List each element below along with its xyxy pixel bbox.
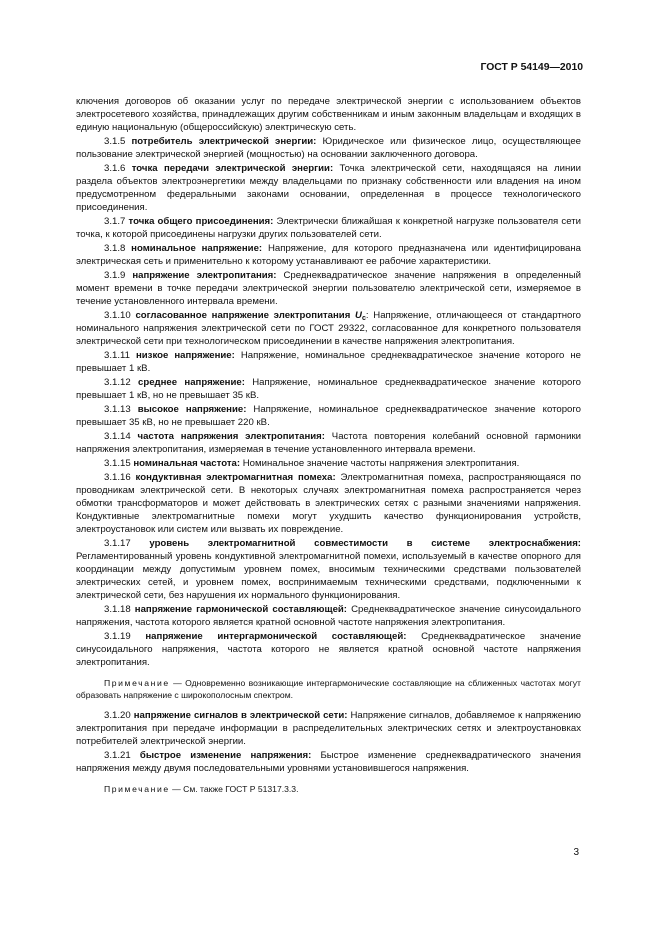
definition-item: 3.1.15 номинальная частота: Номинальное значение частоты напряжения электропитания. (104, 458, 520, 469)
definition-item: 3.1.9 напряжение электропитания: Среднеквадратическое значение напряжения в определенный момент времени в точке передачи электрической энергии пользователю электрической сети, измеряемое в течение установленного интервала времени. (76, 270, 581, 307)
definition-item: 3.1.11 низкое напряжение: Напряжение, номинальное среднеквадратическое значение которого не превышает 1 кВ. (76, 350, 581, 374)
page-number: 3 (573, 847, 579, 858)
definition-item: 3.1.21 быстрое изменение напряжения: Быстрое изменение среднеквадратического значения напряжения между двумя последовательными уровнями установившегося напряжения. (76, 750, 581, 774)
document-id-header: ГОСТ Р 54149—2010 (480, 62, 583, 73)
definition-item: 3.1.8 номинальное напряжение: Напряжение, для которого предназначена или идентифицирована электрическая сеть и применительно к которому устанавливают ее рабочие характеристики. (76, 243, 582, 267)
definition-item: 3.1.10 согласованное напряжение электропитания $U_c$: Напряжение, отличающееся от стандартного номинального напряжения электрической сети по ГОСТ 29322, согласованное для конкретного пользователя электрической сети при технологическом присоединении в качестве напряжения электропитания. (76, 310, 582, 347)
definitions-list-2 (76, 709, 581, 775)
definition-item: 3.1.19 напряжение интергармонической составляющей: Среднеквадратическое значение синусоидального напряжения, частота которого не является кратной основной частоте напряжения электропитания. (76, 631, 582, 668)
definition-item: 3.1.14 частота напряжения электропитания: Частота повторения колебаний основной гармоники напряжения электропитания, измеряемая в течение установленного интервала времени. (76, 431, 582, 455)
definitions-list-1 (76, 135, 581, 669)
definition-item: 3.1.20 напряжение сигналов в электрической сети: Напряжение сигналов, добавляемое к напряжению электропитания при передаче информации в распределительных электрических сетях и электроустановках потребителей электрической энергии. (76, 710, 581, 747)
definition-item: 3.1.7 точка общего присоединения: Электрически ближайшая к конкретной нагрузке пользователя сети точка, к которой присоединены нагрузки других пользователей сети. (76, 216, 581, 240)
definition-item: 3.1.16 кондуктивная электромагнитная помеха: Электромагнитная помеха, распространяющаяся по проводникам электрической сети. В некоторых случаях электромагнитная помеха распространяется через обмотки трансформаторов и может действовать в электрических сетях с разными значениями напряжения. Кондуктивные электромагнитные помехи могут ухудшить качество функционирования устройств, электроустановок или систем или вызвать их повреждение. (76, 472, 581, 535)
definition-item: 3.1.13 высокое напряжение: Напряжение, номинальное среднеквадратическое значение которого превышает 35 кВ, но не превышает 220 кВ. (76, 404, 581, 428)
page-content (76, 95, 581, 803)
note-paragraph: Примечание — См. также ГОСТ Р 51317.3.3. (104, 784, 299, 794)
definition-item: 3.1.5 потребитель электрической энергии: Юридическое или физическое лицо, осуществляющее пользование электрической энергией (мощностью) на основании заключенного договора. (76, 136, 581, 160)
definition-item: 3.1.17 уровень электромагнитной совместимости в системе электроснабжения: Регламентированный уровень кондуктивной электромагнитной помехи, используемый в качестве опорного для координации между допустимым уровнем помех, вносимым техническими средствами пользователей электрических сетей, и уровнем помех, воспринимаемым техническими средствами, подключенными к электрической сети, без нарушения их нормального функционирования. (76, 538, 581, 601)
note-paragraph: Примечание — Одновременно возникающие интергармонические составляющие на сближенных частотах могут образовать напряжение с широкополосным спектром. (76, 678, 581, 700)
definition-item: 3.1.18 напряжение гармонической составляющей: Среднеквадратическое значение синусоидального напряжения, частота которого является кратной основной частоте напряжения электропитания. (76, 604, 581, 628)
intro-paragraph: ключения договоров об оказании услуг по передаче электрической энергии с использованием объектов электросетевого хозяйства, принадлежащих другим собственникам и иным законным владельцам и входящих в единую национальную (общероссийскую) электрическую сеть. (76, 96, 581, 133)
definition-item: 3.1.12 среднее напряжение: Напряжение, номинальное среднеквадратическое значение которого превышает 1 кВ, но не превышает 35 кВ. (76, 377, 582, 401)
definition-item: 3.1.6 точка передачи электрической энергии: Точка электрической сети, находящаяся на линии раздела объектов электроэнергетики между владельцами по признаку собственности или владения на ином предусмотренном федеральными законами основании, определенная в процессе технологического присоединения. (76, 163, 581, 213)
